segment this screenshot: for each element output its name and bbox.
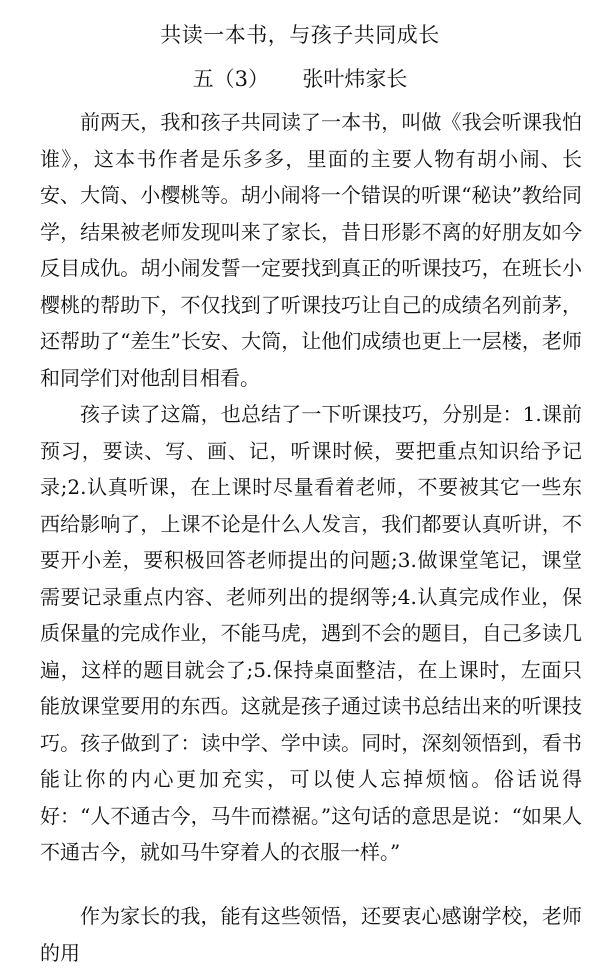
paragraph-parent-reflection: 作为家长的我，能有这些领悟，还要衷心感谢学校，老师的用 <box>40 904 582 965</box>
paragraph-listening-tips: 孩子读了这篇，也总结了一下听课技巧，分别是：1.课前预习，要读、写、画、记，听课时候，要把重点知识给予记录;2.认真听课，在上课时尽量看着老师，不要被其它一些东西给影响了，上课不论是什么人发言，我们都要认真听讲，不要开小差，要积极回答老师提出的问题;3.做课堂笔记，课堂需要记录重点内容、老师列出的提纲等;4.认真完成作业，保质保量的完成作业，不能马虎，遇到不会的题目，自己多读几遍，这样的题目就会了;5.保持桌面整洁，在上课时，左面只能放课堂要用的东西。这就是孩子通过读书总结出来的听课技巧。孩子做到了：读中学、学中读。同时，深刻领悟到，看书能让你的内心更加充实，可以使人忘掉烦恼。俗话说得好：“人不通古今，马牛而襟裾。”这句话的意思是说：“如果人不通古今，就如马牛穿着人的衣服一样。” <box>40 402 582 864</box>
paragraph-book-summary: 前两天，我和孩子共同读了一本书，叫做《我会听课我怕谁》，这本书作者是乐多多，里面的主要人物有胡小闹、长安、大筒、小樱桃等。胡小闹将一个错误的听课“秘诀”教给同学，结果被老师发现叫来了家长，昔日形影不离的好朋友如今反目成仇。胡小闹发誓一定要找到真正的听课技巧，在班长小樱桃的帮助下，不仅找到了听课技巧让自己的成绩名列前茅，还帮助了“差生”长安、大筒，让他们成绩也更上一层楼，老师和同学们对他刮目相看。 <box>40 110 582 390</box>
author-byline: 五（3） 张叶炜家长 <box>192 67 408 91</box>
document-title: 共读一本书，与孩子共同成长 <box>160 23 440 47</box>
